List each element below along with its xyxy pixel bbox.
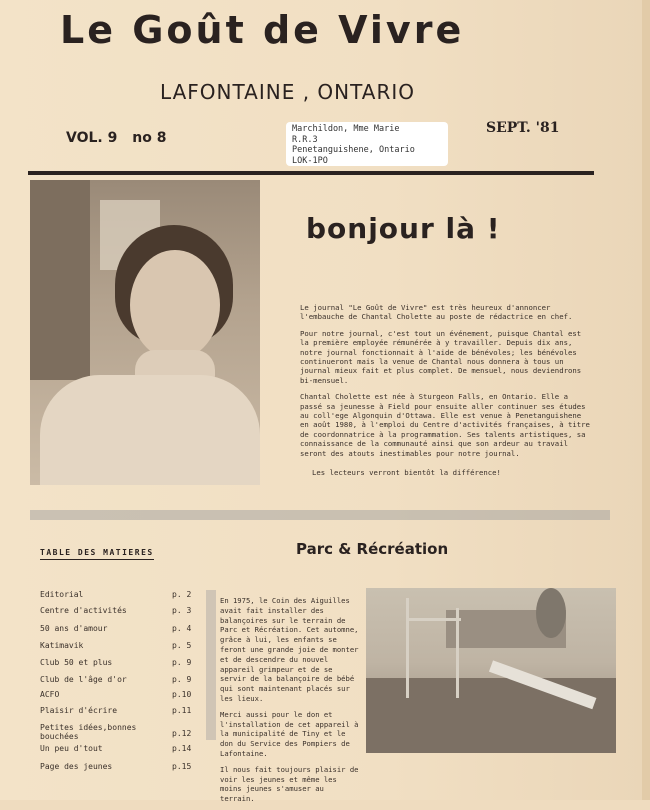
parc-headline: Parc & Récréation bbox=[296, 540, 449, 558]
toc-item-page: p.14 bbox=[172, 744, 192, 753]
middle-divider bbox=[30, 510, 610, 520]
mailing-label bbox=[286, 122, 448, 166]
toc-item-name: Katimavik bbox=[40, 641, 84, 650]
toc-item-name: Plaisir d'écrire bbox=[40, 706, 118, 715]
article-paragraph: Pour notre journal, c'est tout un événement, puisque Chantal est la première employée rémunérée à y travailler. Depuis dix ans, notre journal fonctionnait à l'aide de bénévoles; les bénévoles continueront mais la venue de Chantal nous donnera à tous un journal mieux fait et plus complet. De mensuel, nous deviendrons bi-mensuel. bbox=[300, 328, 582, 385]
label-line: LOK-1PO bbox=[292, 155, 328, 166]
editor-portrait-photo bbox=[30, 180, 260, 485]
climber-bar bbox=[406, 618, 461, 621]
toc-item-name: Petites idées,bonnes bouchées bbox=[40, 723, 137, 741]
toc-item-page: p. 9 bbox=[172, 675, 192, 684]
photo-ground bbox=[366, 678, 616, 753]
toc-item-name: Centre d'activités bbox=[40, 606, 127, 615]
toc-item-name: Club de l'âge d'or bbox=[40, 675, 127, 684]
front-article bbox=[300, 303, 590, 485]
label-line: R.R.3 bbox=[292, 134, 318, 145]
toc-item-name: 50 ans d'amour bbox=[40, 624, 108, 633]
issue-number: no 8 bbox=[132, 130, 167, 146]
toc-item-page: p. 5 bbox=[172, 641, 192, 650]
article-paragraph: Merci aussi pour le don et l'installation de cet appareil à la municipalité de Tiny et le don du Service des Pompiers de Lafontaine. bbox=[220, 709, 359, 758]
issue-date: SEPT. '81 bbox=[486, 120, 560, 136]
page-edge bbox=[642, 0, 650, 800]
issue-info bbox=[66, 130, 176, 146]
toc-item-name: Club 50 et plus bbox=[40, 658, 113, 667]
toc-item-page: p.15 bbox=[172, 762, 192, 771]
toc-title: TABLE DES MATIERES bbox=[40, 548, 154, 560]
climber-post bbox=[456, 608, 459, 698]
toc-item-page: p. 4 bbox=[172, 624, 192, 633]
photo-wall bbox=[30, 180, 90, 380]
label-line: Penetanguishene, Ontario bbox=[292, 145, 415, 155]
column-divider bbox=[206, 590, 216, 740]
masthead-location: LAFONTAINE , ONTARIO bbox=[160, 80, 415, 104]
article-paragraph: En 1975, le Coin des Aiguilles avait fait installer des balançoires sur le terrain de Parc et Récréation. Cet automne, grâce à lui, les enfants se feront une grande joie de monter et de descendre du nouvel appareil grimpeur et de se servir de la balançoire de bébé qui sont maintenant placés sur les lieux. bbox=[220, 596, 359, 703]
photo-sweater bbox=[40, 375, 260, 485]
article-paragraph: Il nous fait toujours plaisir de voir les jeunes et même les moins jeunes s'amuser au terrain. bbox=[220, 764, 359, 804]
parc-article bbox=[220, 596, 360, 810]
toc-item-name: ACFO bbox=[40, 690, 60, 699]
masthead-title: Le Goût de Vivre bbox=[60, 8, 465, 52]
front-headline: bonjour là ! bbox=[306, 212, 501, 245]
photo-tree bbox=[536, 588, 566, 638]
climber-post bbox=[406, 598, 409, 698]
toc-item-page: p. 9 bbox=[172, 658, 192, 667]
toc-item-name: Page des jeunes bbox=[40, 762, 113, 771]
playground-photo bbox=[366, 588, 616, 753]
label-line: Marchildon, Mme Marie bbox=[292, 124, 400, 134]
toc-item-page: p.12 bbox=[172, 729, 192, 738]
photo-face bbox=[130, 250, 220, 360]
toc-item-page: p.11 bbox=[172, 706, 192, 715]
article-paragraph: Le journal "Le Goût de Vivre" est très heureux d'annoncer l'embauche de Chantal Cholette au poste de rédactrice en chef. bbox=[300, 303, 573, 322]
toc-item-page: p.10 bbox=[172, 690, 192, 699]
toc-item-page: p. 3 bbox=[172, 606, 192, 615]
toc-item-page: p. 2 bbox=[172, 590, 192, 599]
article-paragraph: Chantal Cholette est née à Sturgeon Falls, en Ontario. Elle a passé sa jeunesse à Field pour ensuite aller continuer ses études au coll'ege Algonquin d'Ottawa. Elle est venue à Penetanguishene en août 1980, à l'emploi du Centre d'activités françaises, à titre de coordonnatrice à la programmation. Ses talents artistiques, sa connaissance de la communauté ainsi que son ardeur au travail seront des atouts inestimables pour notre journal. bbox=[300, 392, 590, 458]
toc-item-name: Editorial bbox=[40, 590, 84, 599]
article-closing: Les lecteurs verront bientôt la différence! bbox=[312, 468, 501, 478]
top-divider bbox=[28, 171, 594, 175]
volume-number: VOL. 9 bbox=[66, 130, 118, 146]
toc-item-name: Un peu d'tout bbox=[40, 744, 103, 753]
